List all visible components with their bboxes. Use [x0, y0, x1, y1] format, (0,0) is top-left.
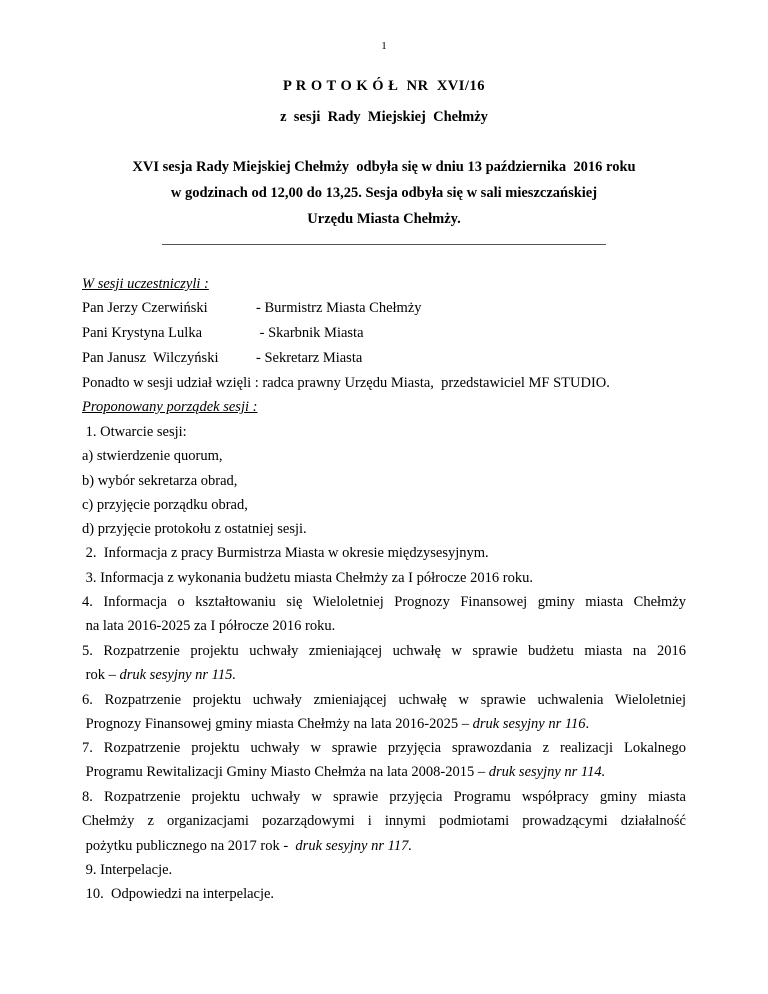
agenda-item-1d: d) przyjęcie protokołu z ostatniej sesji.	[82, 521, 307, 537]
intro-line-2: w godzinach od 12,00 do 13,25. Sesja odbyła się w sali mieszczańskiej	[170, 185, 598, 201]
agenda-item-6-end: .	[585, 716, 590, 732]
agenda-item-1a: a) stwierdzenie quorum,	[82, 448, 223, 464]
agenda-item-6-line-2	[82, 716, 589, 733]
agenda-item-8-line-2: Chełmży z organizacjami pozarządowymi i innymi podmiotami prowadzącymi działalność	[82, 813, 686, 829]
agenda-item-8-print-ref: druk sesyjny nr 117.	[295, 838, 412, 854]
page-number: 1	[381, 40, 387, 52]
agenda-item-4-line-2: na lata 2016-2025 za I półrocze 2016 roku.	[82, 618, 336, 634]
participant-name-1: Pan Jerzy Czerwiński	[82, 300, 208, 316]
intro-line-3: Urzędu Miasta Chełmży.	[307, 211, 461, 227]
participant-role-3: - Sekretarz Miasta	[256, 350, 363, 366]
agenda-item-10: 10. Odpowiedzi na interpelacje.	[82, 886, 275, 902]
protocol-subtitle: z sesji Rady Miejskiej Chełmży	[280, 109, 488, 125]
agenda-item-9: 9. Interpelacje.	[82, 862, 173, 878]
agenda-item-7-line-1: 7. Rozpatrzenie projektu uchwały w sprawie przyjęcia sprawozdania z realizacji Lokalnego	[82, 740, 686, 756]
separator-line	[162, 244, 606, 245]
agenda-item-1: 1. Otwarcie sesji:	[82, 424, 187, 440]
other-attendees: Ponadto w sesji udział wzięli : radca prawny Urzędu Miasta, przedstawiciel MF STUDIO.	[82, 375, 610, 391]
participants-heading: W sesji uczestniczyli :	[82, 276, 209, 292]
agenda-item-7-print-ref: druk sesyjny nr 114.	[488, 764, 606, 780]
participant-name-2: Pani Krystyna Lulka	[82, 325, 203, 341]
agenda-item-7-line-2	[82, 764, 605, 781]
agenda-item-1b: b) wybór sekretarza obrad,	[82, 473, 238, 489]
participant-name-3: Pan Janusz Wilczyński	[82, 350, 219, 366]
participant-role-2: - Skarbnik Miasta	[256, 325, 364, 341]
agenda-item-5-line-1: 5. Rozpatrzenie projektu uchwały zmieniającej uchwałę w sprawie budżetu miasta na 2016	[82, 643, 686, 659]
agenda-item-3: 3. Informacja z wykonania budżetu miasta Chełmży za I półrocze 2016 roku.	[82, 570, 533, 586]
agenda-item-1c: c) przyjęcie porządku obrad,	[82, 497, 248, 513]
agenda-item-7-text: Programu Rewitalizacji Gminy Miasto Chełmża na lata 2008-2015 –	[82, 764, 489, 780]
agenda-item-2: 2. Informacja z pracy Burmistrza Miasta w okresie międzysesyjnym.	[82, 545, 489, 561]
agenda-item-8-text: pożytku publicznego na 2017 rok -	[82, 838, 296, 854]
agenda-item-5-text: rok –	[82, 667, 120, 683]
agenda-item-6-line-1: 6. Rozpatrzenie projektu uchwały zmieniającej uchwałę w sprawie uchwalenia Wieloletniej	[82, 692, 686, 708]
agenda-heading: Proponowany porządek sesji :	[82, 399, 258, 415]
agenda-item-8-line-1: 8. Rozpatrzenie projektu uchwały w sprawie przyjęcia Programu współpracy gminy miasta	[82, 789, 686, 805]
agenda-item-5-print-ref: druk sesyjny nr 115.	[119, 667, 236, 683]
agenda-item-6-text: Prognozy Finansowej gminy miasta Chełmży na lata 2016-2025 –	[82, 716, 473, 732]
agenda-item-8-line-3	[82, 838, 412, 855]
intro-line-1: XVI sesja Rady Miejskiej Chełmży odbyła się w dniu 13 października 2016 roku	[132, 159, 636, 175]
protocol-title: P R O T O K Ó Ł NR XVI/16	[283, 78, 485, 94]
agenda-item-6-print-ref: druk sesyjny nr 116	[472, 716, 586, 732]
participant-role-1: - Burmistrz Miasta Chełmży	[256, 300, 422, 316]
agenda-item-4-line-1: 4. Informacja o kształtowaniu się Wieloletniej Prognozy Finansowej gminy miasta Chełmży	[82, 594, 686, 610]
agenda-item-5-line-2	[82, 667, 236, 684]
